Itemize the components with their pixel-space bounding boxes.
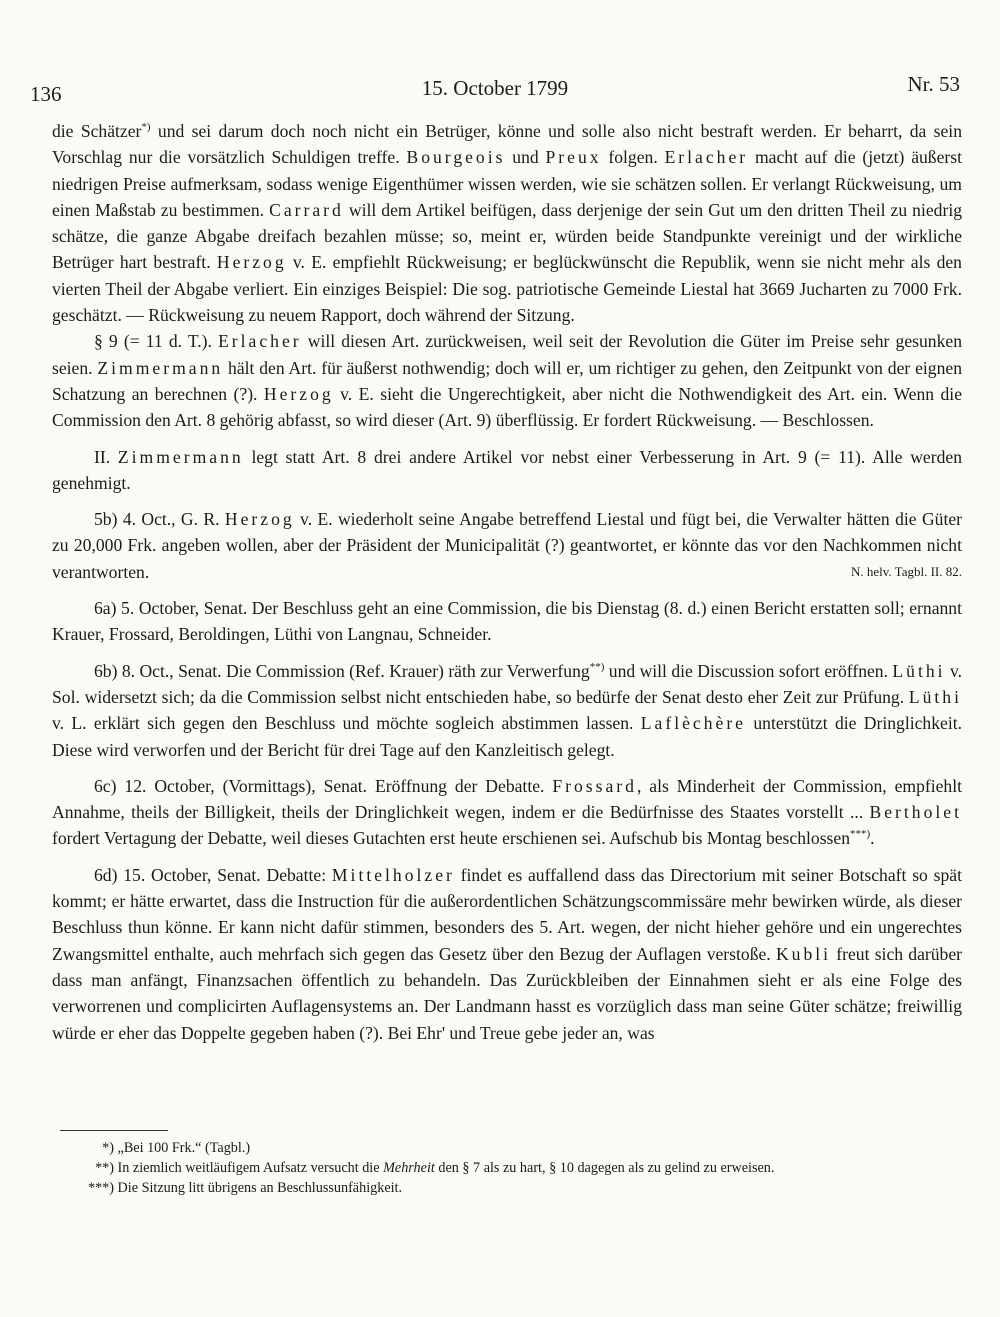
main-text <box>52 118 962 1046</box>
speaker-name: Lüthi <box>908 686 962 707</box>
source-citation: N. helv. Tagbl. II. 82. <box>850 563 962 579</box>
speaker-name: Zimmermann <box>117 446 244 467</box>
paragraph-7 <box>52 773 962 852</box>
footnote-ref: *) <box>141 121 151 134</box>
text-run: macht auf die (jetzt) äußerst niedrigen Preise aufmerksam, sodass wenige Eigenthümer wissen werden, wie sie schätzen sollen. Er verlangt Rückweisung, um einen Maßstab zu bestimmen. <box>52 147 963 220</box>
text-run: die Schätzer <box>52 121 142 141</box>
speaker-name: Frossard <box>552 775 637 796</box>
footnote-mark: *) <box>102 1140 114 1156</box>
text-run: freut sich darüber dass man anfängt, Finanzsachen öffentlich zu behandeln. Das Zurückbleiben der Einnahmen sieht er als eine Folge des verworrenen und complicirten Auflagensystems an. Der Landmann hasst es vorzüglich dass man seine Güter schätze; freiwillig würde er eher das Doppelte gegeben haben (?). Bei Ehr' und Treue gebe jeder an, was <box>52 943 963 1043</box>
footnote-emphasis: Mehrheit <box>383 1160 435 1176</box>
footnote-2 <box>66 1158 966 1178</box>
footnote-text: „Bei 100 Frk.“ (Tagbl.) <box>117 1140 251 1156</box>
text-run: v. E. wiederholt seine Angabe betreffend Liestal und fügt bei, die Verwalter hätten die Güter zu 20,000 Frk. angeben wollen, aber der Präsident der Municipalität (?) geantwortet, er könnte das vor den Nachkommen nicht verantworten. <box>52 509 963 582</box>
paragraph-1 <box>52 118 962 328</box>
speaker-name: Bertholet <box>869 802 962 823</box>
text-run: will diesen Art. zurückweisen, weil seit der Revolution die Güter im Preise sehr gesunken seien. <box>52 331 962 378</box>
paragraph-5: 6a) 5. October, Senat. Der Beschluss geht an eine Commission, die bis Dienstag (8. d.) einen Bericht erstatten soll; ernannt Krauer, Frossard, Beroldingen, Lüthi von Langnau, Schneider. <box>52 598 962 645</box>
text-run: und will die Discussion sofort eröffnen. <box>604 660 893 681</box>
footnote-mark: ***) <box>87 1180 114 1196</box>
footnote-1 <box>66 1138 966 1158</box>
issue-number: Nr. 53 <box>907 72 960 96</box>
speaker-name: Lüthi <box>892 660 946 681</box>
text-run: v. L. erklärt sich gegen den Beschluss und möchte sogleich abstimmen lassen. <box>52 713 641 734</box>
text-run: v. E. sieht die Ungerechtigkeit, aber nicht die Nothwendigkeit des Art. ein. Wenn die Commission den Art. 8 gehörig abfasst, so wird dieser (Art. 9) überflüssig. Er fordert Rückweisung. — Beschlossen. <box>52 383 963 431</box>
text-run: fordert Vertagung der Debatte, weil dieses Gutachten erst heute erschienen sei. Aufschub bis Montag beschlossen <box>52 828 850 849</box>
text-run: 6c) 12. October, (Vormittags), Senat. Eröffnung der Debatte. <box>94 775 553 796</box>
footnote-text: Die Sitzung litt übrigens an Beschlussunfähigkeit. <box>117 1180 403 1196</box>
speaker-name: Laflèchère <box>640 713 746 734</box>
speaker-name: Zimmermann <box>97 357 224 378</box>
speaker-name: Mittelholzer <box>331 864 455 885</box>
header-date: 15. October 1799 <box>421 76 569 100</box>
text-run: II. <box>94 446 118 467</box>
footnote-mark: **) <box>95 1160 114 1176</box>
footnotes <box>66 1138 966 1198</box>
paragraph-2 <box>52 328 962 433</box>
text-run: und sei darum doch noch nicht ein Betrüger, könne und solle also nicht bestraft werden. Er beharrt, da sein Vorschlag nur die vorsätzlich Schuldigen treffe. <box>52 121 962 168</box>
page-header <box>30 72 960 106</box>
paragraph-3 <box>52 444 962 497</box>
text-run: 6b) 8. Oct., Senat. Die Commission (Ref. Krauer) räth zur Verwerfung <box>94 660 590 681</box>
footnote-divider <box>60 1130 168 1131</box>
speaker-name: Erlacher <box>218 331 302 352</box>
text-run: v. E. empfiehlt Rückweisung; er beglückwünscht die Republik, wenn sie nicht mehr als den vierten Theil der Abgabe verliert. Ein einziges Beispiel: Die sog. patriotische Gemeinde Liestal hat 3669 Jucharten zu 7000 Frk. geschätzt. — Rückweisung zu neuem Rapport, doch während der Sitzung. <box>52 252 962 326</box>
paragraph-6 <box>52 658 962 763</box>
text-run: und <box>505 147 546 168</box>
footnote-text: den § 7 als zu hart, § 10 dagegen als zu gelind zu erweisen. <box>434 1160 775 1176</box>
text-run: v. Sol. widersetzt sich; da die Commission selbst nicht entschieden habe, so bedürfe der Senat desto eher Zeit zur Prüfung. <box>52 660 962 707</box>
text-run: 5b) 4. Oct., G. R. <box>94 509 225 530</box>
speaker-name: Kubli <box>775 943 832 964</box>
text-run: 6d) 15. October, Senat. Debatte: <box>94 864 332 885</box>
text-run: hält den Art. für äußerst nothwendig; doch will er, um richtiger zu gehen, den Zeitpunkt von der eignen Schatzung an berechnen (?). <box>52 357 962 404</box>
text-run: will dem Artikel beifügen, dass derjenige der sein Gut um den dritten Theil zu niedrig schätze, die ganze Abgabe dreifach bezahlen müsse; so, meint er, würden beide Standpunkte vereinigt und der wirkliche Betrüger hart bestraft. <box>52 199 962 273</box>
speaker-name: Herzog <box>224 509 295 530</box>
footnote-3 <box>66 1178 966 1198</box>
footnote-ref: **) <box>589 660 605 673</box>
footnote-ref: ***) <box>850 828 871 841</box>
footnote-text: In ziemlich weitläufigem Aufsatz versucht die <box>117 1160 384 1176</box>
speaker-name: Herzog <box>263 383 334 404</box>
text-run: § 9 (= 11 d. T.). <box>94 331 219 352</box>
text-run: . <box>870 828 875 849</box>
speaker-name: Erlacher <box>664 147 749 168</box>
speaker-name: Herzog <box>216 252 287 273</box>
paragraph-8 <box>52 862 962 1046</box>
text-run: findet es auffallend dass das Directorium mit seiner Botschaft so spät kommt; er hätte erwartet, dass die Instruction für die außerordentlichen Schätzungscommissäre mehr bewirken würde, als dieser Beschluss thun könne. Er kann nicht dafür stimmen, besonders des 5. Art. wegen, der nicht hieher gehöre und ein ungerechtes Zwangsmittel enthalte, auch mehrfach sich gegen das Gesetz über den Bezug der Auflagen verstoße. <box>52 864 963 964</box>
speaker-name: Carrard <box>269 199 344 220</box>
speaker-name: Bourgeois <box>406 147 506 168</box>
speaker-name: Preux <box>545 147 602 168</box>
text-run: folgen. <box>601 147 665 168</box>
text-run: unterstützt die Dringlichkeit. Diese wird verworfen und der Bericht für drei Tage auf den Kanzleitisch gelegt. <box>52 713 963 760</box>
paragraph-4 <box>52 506 962 585</box>
text-run: legt statt Art. 8 drei andere Artikel vor nebst einer Verbesserung in Art. 9 (= 11). Alle werden genehmigt. <box>52 446 962 493</box>
text-run: , als Minderheit der Commission, empfiehlt Annahme, theils der Billigkeit, theils der Dringlichkeit wegen, indem er die Bedürfnisse des Staates vorstellt ... <box>52 775 963 823</box>
page-number: 136 <box>30 82 62 106</box>
